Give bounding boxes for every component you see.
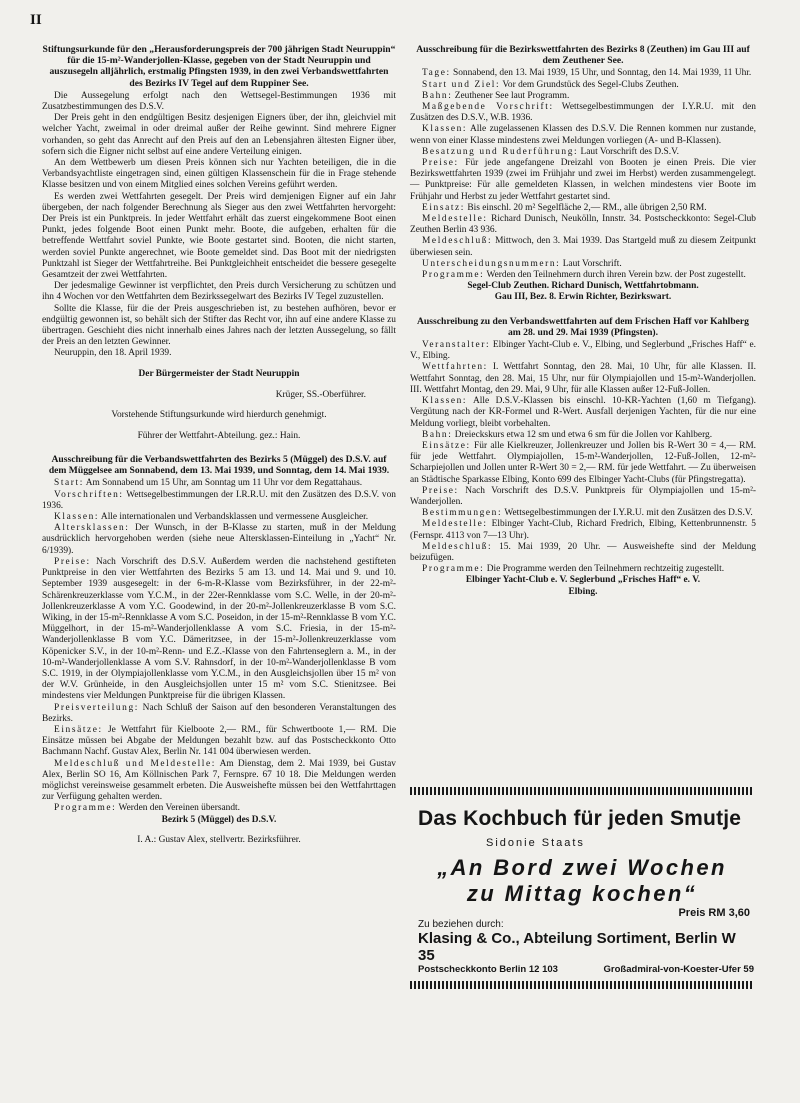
section-heading: Stiftungsurkunde für den „Herausforderungspreis der 700 jährigen Stadt Neuruppin“ für die 15-m²-Wanderjollen-Klasse, gegeben von der Stadt Neuruppin und auszusegeln alljährlich, erstmalig Pfingsten 1939, in den zwei Verbandswettfahrten des Bezirks IV Tegel auf dem Ruppiner See. [42, 44, 396, 89]
field-text: Laut Vorschrift. [562, 258, 622, 269]
field-label: Tage: [422, 68, 451, 79]
signature-line: Elbinger Yacht-Club e. V. Seglerbund „Frisches Haff“ e. V. [465, 575, 701, 586]
field-label: Klassen: [422, 396, 468, 407]
ad-order-label: Zu beziehen durch: [418, 919, 504, 930]
signature-line: I. A.: Gustav Alex, stellvertr. Bezirksführer. [137, 835, 301, 846]
approval-by: Führer der Wettfahrt-Abteilung. gez.: Hain. [137, 430, 301, 441]
signature-line: Gau III, Bez. 8. Erwin Richter, Bezirkswart. [494, 292, 672, 303]
field-label: Bahn: [422, 90, 453, 101]
field-label: Programme: [422, 564, 485, 575]
field-label: Klassen: [54, 512, 100, 523]
page-number: II [30, 12, 42, 28]
signature-line: Bezirk 5 (Müggel) des D.S.V. [161, 814, 277, 825]
field-label: Preise: [54, 556, 91, 567]
section-bezirk-5 [42, 454, 396, 846]
approval-line: Vorstehende Stiftungsurkunde wird hierdurch genehmigt. [111, 410, 327, 421]
field-text: Sonnabend, den 13. Mai 1939, 15 Uhr, und Sonntag, den 14. Mai 1939, 11 Uhr. [453, 68, 752, 79]
field-label: Programme: [422, 270, 485, 281]
ad-book-title-line: zu Mittag kochen“ [466, 881, 698, 906]
ad-footer [418, 964, 754, 975]
field-text: Am Dienstag, dem 2. Mai 1939, bei Gustav Alex, Berlin SO 16, Am Köllnischen Park 7, Fernspre. 67 10 18. Die Meldungen werden möglichst vereinsweise gesammelt erbeten. Die Ausweishefte müssen bei den Wettfahrttagen zur Verfügung gehalten werden. [42, 758, 396, 803]
field-label: Besatzung und Ruderführung: [422, 146, 579, 157]
ad-author: Sidonie Staats [486, 837, 585, 849]
ad-postal-account: Postscheckkonto Berlin 12 103 [418, 964, 558, 975]
field-text: Mittwoch, den 3. Mai 1939. Das Startgeld muß zu diesem Zeitpunkt überwiesen sein. [410, 236, 756, 258]
field-label: Meldeschluß: [422, 541, 493, 552]
field-label: Vorschriften: [54, 489, 124, 500]
field-text: Der Wunsch, in der B-Klasse zu starten, muß in der Meldung ausdrücklich hervorgehoben werden (siehe neue Altersklassen-Einteilung in „Yacht“ Nr. 6/1939). [42, 523, 396, 556]
field-label: Meldeschluß: [422, 236, 493, 247]
decorative-border-bottom [410, 981, 754, 989]
paragraph: Die Aussegelung erfolgt nach den Wettsegel-Bestimmungen 1936 mit Zusatzbestimmungen des D.S.V. [42, 90, 396, 113]
field-label: Bahn: [422, 429, 453, 440]
paragraph: Es werden zwei Wettfahrten gesegelt. Der Preis wird demjenigen Eigner auf ein Jahr übergeben, der nach folgender Berechnung als Sieger aus den zwei Wettfahrten hervorgeht: Der Preis ist ein Punktpreis. In jeder Wettfahrt erhält das zuerst eingekommene Boot einen Punkt, jedes folgende Boot einen Punkt mehr. Boote, die aufgeben, erhalten für die betreffende Wettfahrt soviel Punkte, wie Boote gestartet sind. Booten, die nicht starten, werden soviel Punkte angerechnet, wie Boote gemeldet sind. Das Boot mit der niedrigsten Punktzahl ist Sieger der Wettfahrtreihe. Bei Punktgleichheit entscheidet die bessere gesegelte Gesamtzeit der zwei Wettfahrten. [42, 191, 396, 281]
field-label: Bestimmungen: [422, 508, 503, 519]
ad-book-title-line: „An Bord zwei Wochen [437, 855, 727, 880]
field-text: Für alle Kielkreuzer, Jollenkreuzer und Jollen bis R-Wert 30 = 4,— RM. für jede Wettfahrt. Olympiajollen, 15-m²-Wanderjollen, 12-Fuß-Jollen, 12-m²-Scharpiejollen und Jollen unter R-Wert 30 = 2,— RM. für jede Wettfahrt. — Zu überweisen an Städtische Sparkasse Elbing, Konto 699 des Elbinger Yacht-Clubs (für Pfingstregatta). [410, 440, 757, 485]
field-text: Laut Vorschrift des D.S.V. [580, 146, 679, 157]
field-label: Veranstalter: [422, 340, 491, 351]
field-text: Wettsegelbestimmungen der I.Y.R.U. mit den Zusätzen des D.S.V., W.B. 1936. [410, 102, 756, 124]
ad-address: Großadmiral-von-Koester-Ufer 59 [603, 964, 754, 975]
signature-line: Segel-Club Zeuthen. Richard Dunisch, Wettfahrtobmann. [467, 281, 699, 292]
field-label: Wettfahrten: [422, 362, 488, 373]
section-heading: Ausschreibung zu den Verbandswettfahrten auf dem Frischen Haff vor Kahlberg am 28. und 29. Mai 1939 (Pfingsten). [417, 315, 749, 338]
field-text: Werden den Vereinen übersandt. [118, 803, 240, 814]
field-label: Altersklassen: [54, 523, 130, 534]
ad-price: Preis RM 3,60 [678, 907, 750, 919]
section-frisches-haff [410, 316, 756, 598]
field-text: Richard Dunisch, Neukölln, Innstr. 34. Postscheckkonto: Segel-Club Zeuthen Berlin 43 936. [410, 214, 756, 236]
left-column [42, 44, 396, 856]
signatory-name: Krüger, SS.-Oberführer. [275, 389, 366, 400]
section-bezirk-8 [410, 44, 756, 304]
field-label: Klassen: [422, 124, 468, 135]
field-text: Zeuthener See laut Programm. [454, 90, 570, 101]
field-label: Meldestelle: [422, 214, 488, 225]
field-label: Maßgebende Vorschrift: [422, 102, 554, 113]
field-text: Dreieckskurs etwa 12 sm und etwa 6 sm für die Jollen vor Kahlberg. [454, 429, 713, 440]
field-text: Für jede angefangene Dreizahl von Booten je einen Preis. Die vier Bezirkswettfahrten 1939 (zwei im Frühjahr und zwei im Herbst) werden zusammengelegt. — Punktpreise: Für alle gemeldeten Klassen, in welchen mindestens vier Boote im Frühjahr und Herbst zu jeder Wettfahrt gestartet sind. [410, 158, 756, 202]
field-label: Meldeschluß und Meldestelle: [54, 758, 216, 769]
paragraph: Der jedesmalige Gewinner ist verpflichtet, den Preis durch Versicherung zu schützen und ihn 4 Wochen vor den Wettfahrten dem Bezirkssegelwart des Bezirks IV Tegel zuzustellen. [42, 281, 396, 303]
field-text: Wettsegelbestimmungen der I.R.R.U. mit den Zusätzen des D.S.V. von 1936. [42, 489, 396, 511]
right-column [410, 44, 756, 598]
decorative-border-top [410, 787, 754, 795]
field-text: Vor dem Grundstück des Segel-Clubs Zeuthen. [502, 79, 679, 90]
field-label: Start: [54, 478, 84, 489]
field-label: Einsatz: [422, 202, 465, 213]
section-heading: Ausschreibung für die Bezirkswettfahrten des Bezirks 8 (Zeuthen) im Gau III auf dem Zeuthener See. [416, 44, 750, 67]
signature-line: Elbing. [568, 586, 598, 597]
field-text: Je Wettfahrt für Kielboote 2,— RM., für Schwertboote 1,— RM. Die Einsätze müssen bei Abgabe der Meldungen bezahlt bzw. auf das Postscheckkonto Otto Bachmann Nachf. Gustav Alex, Berlin Nr. 141 004 überwiesen werden. [42, 724, 397, 758]
date-line: Neuruppin, den 18. April 1939. [54, 348, 172, 359]
field-label: Einsätze: [422, 440, 471, 451]
field-label: Preisverteilung: [54, 702, 139, 713]
field-text: Werden den Teilnehmern durch ihren Verein bzw. der Post zugestellt. [486, 270, 746, 281]
field-text: Bis einschl. 20 m² Segelfläche 2,— RM., alle übrigen 2,50 RM. [467, 202, 707, 213]
signatory-title: Der Bürgermeister der Stadt Neuruppin [138, 369, 300, 380]
field-text: Wettsegelbestimmungen der I.Y.R.U. mit den Zusätzen des D.S.V. [504, 508, 753, 519]
field-text: I. Wettfahrt Sonntag, den 28. Mai, 10 Uhr, für alle Klassen. II. Wettfahrt Sonntag, den 28. Mai, 15 Uhr, nur für Olympiajollen und 15-m²-Wanderjollen. III. Wettfahrt Montag, den 29. Mai, 9 Uhr, für alle Klassen außer 12-Fuß-Jollen. [410, 362, 756, 395]
field-text: Elbinger Yacht-Club, Richard Fredrich, Elbing, Kettenbrunnenstr. 5 (Fernspr. 4113 von 7—13 Uhr). [410, 519, 756, 541]
section-stiftungsurkunde [42, 44, 396, 442]
paragraph: Der Preis geht in den endgültigen Besitz desjenigen Eigners über, der ihn, gleichviel mit welcher Yacht, zweimal in oder dreimal außer der Reihe gewinnt. Sind mehrere Eigner vorhanden, so geht das Anrecht auf den Preis auf den an Lebensjahren ältesten Eigner über, sofern sich die Eigner nicht selbst auf eine andere Verteilung einigen. [42, 113, 396, 157]
field-text: 15. Mai 1939, 20 Uhr. — Ausweishefte sind der Meldung beizufügen. [410, 541, 756, 563]
field-text: Elbinger Yacht-Club e. V., Elbing, und Seglerbund „Frisches Haff“ e. V., Elbing. [410, 340, 757, 362]
field-text: Am Sonnabend um 15 Uhr, am Sonntag um 11 Uhr vor dem Regattahaus. [85, 478, 363, 489]
field-label: Preise: [422, 158, 459, 169]
ad-book-title [410, 855, 754, 907]
field-text: Alle D.S.V.-Klassen bis einschl. 10-KR-Yachten (1,60 m Tiefgang). Vergütung nach der KR-Formel und R-Wert. Ausfall derjenigen Yachten, für die nur eine Meldung vorliegt, bleibt vorbehalten. [410, 396, 756, 429]
section-heading: Ausschreibung für die Verbandswettfahrten des Bezirks 5 (Müggel) des D.S.V. auf dem Müggelsee am Sonnabend, dem 13. Mai 1939, und Sonntag, dem 14. Mai 1939. [48, 454, 390, 477]
paragraph: An dem Wettbewerb um diesen Preis können sich nur Yachten beteiligen, die in die Verbandsyachtliste eingetragen sind, einen gültigen Klassenschein für die in Frage stehende Klasse besitzen und von einem Mitglied eines solchen Vereins geführt werden. [42, 158, 396, 191]
field-text: Nach Schluß der Saison auf den besonderen Veranstaltungen des Bezirks. [42, 702, 396, 724]
field-label: Programme: [54, 803, 117, 814]
paragraph: Sollte die Klasse, für die der Preis ausgeschrieben ist, zu bestehen aufhören, bevor er endgültig gewonnen ist, so behält sich der Stifter das Recht vor, ihn auf eine andere Klasse zu übertragen. Geschieht dies nicht innerhalb eines Jahres nach der letzten Aussegelung, so fällt der Preis an den letzten Gewinner. [42, 303, 396, 348]
field-label: Preise: [422, 485, 459, 496]
field-text: Alle internationalen und Verbandsklassen und vermessene Ausgleicher. [100, 512, 369, 523]
field-text: Nach Vorschrift des D.S.V. Außerdem werden die nachstehend gestifteten Punktpreise in den vier Wettfahrten des Bezirks 5 am 13. und 14. Mai und 9. und 10. September 1939 ausgesegelt: in der 6-m-R-Klasse vom Bezirksführer, in der 22-m²-Schärenkreuzerklasse vom Y.C.M., in der 22er-Rennklasse vom S.C. Welle, in der 20-m²-Jollenkreuzerklasse A vom Y.C. Goodewind, in der 20-m²-Jollenkreuzerklasse B vom S.C. Wiking, in der 15-m²-Rennklasse A vom S.C. Poseidon, in der 15-m²-Rennklasse B vom Y.C. Müggelhort, in der 15-m²-Wanderjollenklasse A vom S.C. Friesia, in der 15-m²-Wanderjollenklasse B vom Y.C. Dämeritzsee, in der 15-m²-Jollenkreuzerklasse vom Köpenicker S.V., in der 10-m²-Renn- und E.Z.-Klasse von den Fahrtenseglern a. M., in der 10-m²-Wanderjollenklasse A vom S.V. Rahnsdorf, in der 10-m²-Wanderjollenklasse B vom S.C. 1919, in der Olympiajollenklasse vom Y.C.M., in den Ausgleichsjollen über 15 m² von der W.V. Grünheide, in den Ausgleichsjollen unter 15 m² vom S.C. Stienitzsee. Bei mindestens vier Meldungen Punktpreise für die übrigen Klassen. [42, 556, 396, 702]
field-text: Alle zugelassenen Klassen des D.S.V. Die Rennen kommen nur zustande, wenn von einer Klasse mindestens zwei Meldungen vorliegen (A- und B-Klassen). [410, 124, 756, 146]
field-label: Einsätze: [54, 724, 103, 735]
field-label: Unterscheidungsnummern: [422, 258, 561, 269]
field-label: Start und Ziel: [422, 79, 501, 90]
ad-publisher: Klasing & Co., Abteilung Sortiment, Berlin W 35 [418, 930, 736, 964]
cookbook-advertisement [410, 787, 754, 1021]
ad-title: Das Kochbuch für jeden Smutje [418, 807, 742, 830]
field-label: Meldestelle: [422, 519, 488, 530]
field-text: Die Programme werden den Teilnehmern rechtzeitig zugestellt. [486, 564, 725, 575]
field-text: Nach Vorschrift des D.S.V. Punktpreis für Olympiajollen und 15-m²-Wanderjollen. [410, 485, 757, 507]
